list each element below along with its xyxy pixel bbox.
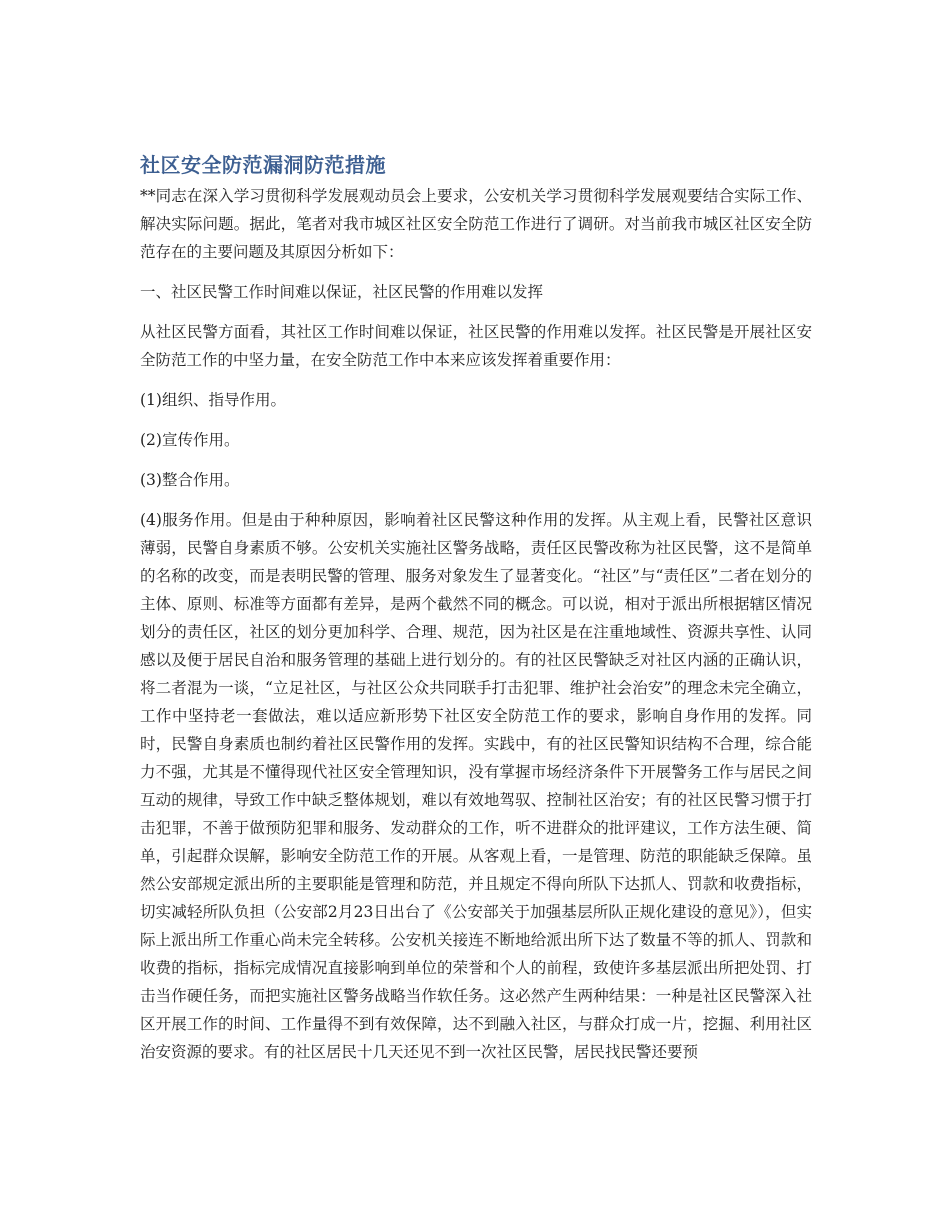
- list-item: (1)组织、指导作用。: [140, 391, 286, 409]
- body-paragraph: 从社区民警方面看，其社区工作时间难以保证，社区民警的作用难以发挥。社区民警是开展社区安全防范工作的中坚力量，在安全防范工作中本来应该发挥着重要作用：: [140, 323, 812, 369]
- document-title: 社区安全防范漏洞防范措施: [140, 153, 386, 177]
- document-page: [140, 150, 812, 1078]
- list-item: (3)整合作用。: [140, 471, 240, 489]
- body-paragraph: (4)服务作用。但是由于种种原因，影响着社区民警这种作用的发挥。从主观上看，民警社区意识薄弱，民警自身素质不够。公安机关实施社区警务战略，责任区民警改称为社区民警，这不是简单的名称的改变，而是表明民警的管理、服务对象发生了显著变化。“社区”与“责任区”二者在划分的主体、原则、标准等方面都有差异，是两个截然不同的概念。可以说，相对于派出所根据辖区情况划分的责任区，社区的划分更加科学、合理、规范，因为社区是在注重地域性、资源共享性、认同感以及便于居民自治和服务管理的基础上进行划分的。有的社区民警缺乏对社区内涵的正确认识，将二者混为一谈，“立足社区，与社区公众共同联手打击犯罪、维护社会治安”的理念未完全确立，工作中坚持老一套做法，难以适应新形势下社区安全防范工作的要求，影响自身作用的发挥。同时，民警自身素质也制约着社区民警作用的发挥。实践中，有的社区民警知识结构不合理，综合能力不强，尤其是不懂得现代社区安全管理知识，没有掌握市场经济条件下开展警务工作与居民之间互动的规律，导致工作中缺乏整体规划，难以有效地驾驭、控制社区治安；有的社区民警习惯于打击犯罪，不善于做预防犯罪和服务、发动群众的工作，听不进群众的批评建议，工作方法生硬、简单，引起群众误解，影响安全防范工作的开展。从客观上看，一是管理、防范的职能缺乏保障。虽然公安部规定派出所的主要职能是管理和防范，并且规定不得向所队下达抓人、罚款和收费指标，切实减轻所队负担（公安部2月23日出台了《公安部关于加强基层所队正规化建设的意见》），但实际上派出所工作重心尚未完全转移。公安机关接连不断地给派出所下达了数量不等的抓人、罚款和收费的指标，指标完成情况直接影响到单位的荣誉和个人的前程，致使许多基层派出所把处罚、打击当作硬任务，而把实施社区警务战略当作软任务。这必然产生两种结果：一种是社区民警深入社区开展工作的时间、工作量得不到有效保障，达不到融入社区，与群众打成一片，挖掘、利用社区治安资源的要求。有的社区居民十几天还见不到一次社区民警，居民找民警还要预: [140, 511, 812, 1061]
- list-item: (2)宣传作用。: [140, 431, 240, 449]
- intro-paragraph: **同志在深入学习贯彻科学发展观动员会上要求，公安机关学习贯彻科学发展观要结合实际工作、解决实际问题。据此，笔者对我市城区社区安全防范工作进行了调研。对当前我市城区社区安全防范存在的主要问题及其原因分析如下：: [140, 187, 812, 261]
- section-heading: 一、社区民警工作时间难以保证，社区民警的作用难以发挥: [140, 283, 544, 301]
